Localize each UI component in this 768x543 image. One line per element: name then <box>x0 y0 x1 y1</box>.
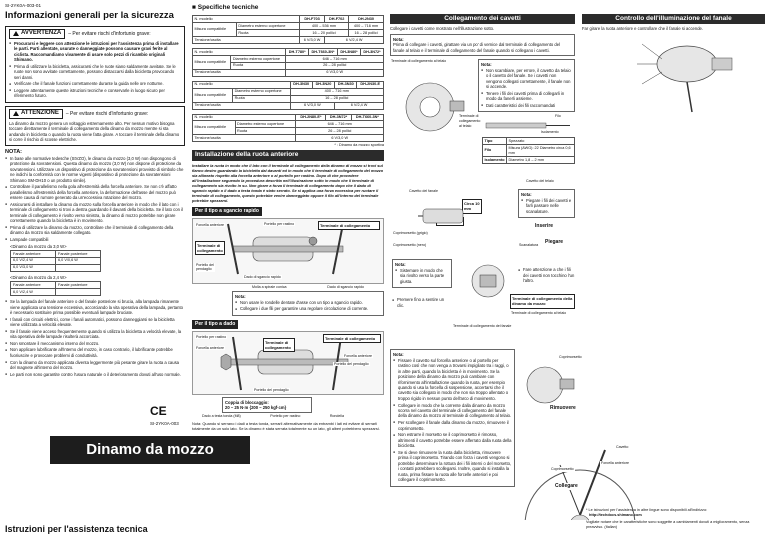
label-portello-rastino-2: Portello per rastino <box>270 414 301 419</box>
wire-filo-value: Misura (AWG): 22 Diametro circa 0,6 mm <box>507 145 575 157</box>
spec-row-label: Tensione/uscita <box>193 102 291 109</box>
remove-illustration <box>520 355 580 415</box>
table-cell: 6,0 V/2,4 W <box>11 257 56 264</box>
spec-label: Misura compatibile <box>193 56 231 70</box>
cables-final-note <box>390 349 515 486</box>
cables-figure-2 <box>390 179 575 349</box>
document-id: SI-2YK0A-003-01 <box>5 3 42 8</box>
spec-row-label: Tensione/uscita <box>193 69 286 76</box>
spec-label: Misura compatibile <box>193 23 237 37</box>
note-item: ● Non scambiare, per errore, il cavetto da telaio o il cavetto del fanale. Se i cavetti non vengono collegati correttamente, il fanale non si accende. <box>481 68 572 90</box>
specs-title: ■ Specifiche tecniche <box>192 4 259 11</box>
warning-item: ● Prima di utilizzare la bicicletta, assicurarsi che le ruote siano saldamente avvitate. Se le ruote non sono avvitate correttamente, possono distaccarsi dalla bicicletta provocando seri danni. <box>9 64 181 80</box>
premere-note: ● Premere fino a sentire un clic. <box>392 297 447 308</box>
note-title: Nota: <box>521 192 532 198</box>
label-terminale-4: Terminale di collegamento <box>323 334 381 343</box>
spec-value: 6 V/3,0 W <box>296 135 384 142</box>
wire-isolamento-label: Isolamento <box>484 157 505 162</box>
caution-box <box>5 106 185 146</box>
nota-item: ● Con la dinamo da mozzo applicata diventa leggermente più pesante girare la ruota a causa del magnete all'interno del mozzo. <box>5 360 185 371</box>
spec-model: DH-F702 <box>325 16 349 23</box>
lamps-24w-table <box>10 281 101 296</box>
light-title: Controllo dell'illuminazione del fanale <box>582 14 765 24</box>
footer-title: Istruzioni per l'assistenza tecnica <box>5 524 148 534</box>
note-title: Nota: <box>393 36 404 42</box>
clamp-illustration <box>418 199 478 239</box>
hub-terminal-illustration <box>395 77 465 137</box>
label-portello-rastino: Portello per rastino <box>196 334 227 339</box>
label-dado-sgancio-2: Dado di sgancio rapido <box>327 284 364 289</box>
label-rondella: Rondella <box>329 414 344 419</box>
note-item: ● Fissare il cavetto sul forcella anteriore o al portello per rastino così che non venga a trovarsi impigliato tra i raggi, o in altre parti, quando la bicicletta è in movimento. Se la posizione della dinamo da mozzo può cambiare con rifornimento all'installazione quando la ruota, per esempio quando si usa la forcella di sospensione, accertarsi che il cavetto sia collegato in modo che non sia troppo allentato o troppo rigido in nessun punto dell'arco di movimento. <box>393 358 512 402</box>
light-text: Far girare la ruota anteriore e controllare che il fanale si accende. <box>582 26 704 32</box>
spec-model: DH-3N20 <box>312 81 334 88</box>
nota-item: ● Lampade compatibili <box>5 237 185 242</box>
nota-item: ● Non applicare lubrificante all'interno del mozzo, in caso contrario, il lubrificante potrebbe fuoriuscire e provocare problemi di conduttività. <box>5 347 185 358</box>
nota-item: ● Le parti non sono garantite contro l'usura naturale o il deterioramento dovuti all'uso normale. <box>5 372 185 377</box>
nota-item: ● Se il fanale viene acceso frequentemente quando si utilizza la bicicletta a velocità elevate, la vita operativa delle lampade risulterà accorciata. <box>5 329 185 340</box>
table-cell <box>56 289 101 296</box>
note-item: ● Per scollegare il fanale dalla dinamo da mozzo, rimuovere il coprimorsetto. <box>393 420 512 431</box>
footer-note <box>586 508 766 530</box>
spec-value: 400 – 536 mm <box>299 23 348 30</box>
nota-item: ● In base alle normative tedesche (StVZO), le dinamo da mozzo (3,0 W) non dispongono di protezione da sovratensioni. Questa dinamo da mozzo (3,0 W) non dispone di protezione da sovratensioni. Utilizzare un dispositivo di protezione da sovratensioni provvisto di simbolo che ne indichi la conformità con le norme vigenti (dispositivo di protezione da sovratensioni Shimano SM-DH10 o un prodotto simile). <box>5 156 185 183</box>
label-scanalatura: Scanalatura <box>519 243 539 248</box>
note-item: ● Non estrarre il morsetto se il coprimorsetto è rimosso, altrimenti il cavetto potrebbe essere afferrato dalla ruota della bicicletta. <box>393 432 512 448</box>
spec-table-3 <box>192 81 384 110</box>
label-isolamento: Isolamento <box>541 130 559 135</box>
label-cavetto-telaio: Cavetto del telaio <box>526 179 554 184</box>
wire-filo-label: Filo <box>483 145 507 157</box>
warning-item: ● Verificare che il fanale funzioni correttamente durante la guida nelle ore notturne. <box>9 81 181 86</box>
label-term-fanale: Terminale di collegamento del fanale <box>453 324 512 329</box>
spec-row-label: Diametro esterno copertone <box>233 88 290 95</box>
spec-row-label: Ruota <box>231 62 286 69</box>
spec-table-2 <box>192 48 384 77</box>
label-cavetto: Cavetto <box>616 445 629 449</box>
quick-release-figure <box>192 218 384 284</box>
label-rimuovere: Rimuovere <box>550 405 576 411</box>
cables-intro: Collegare i cavetti come mostrato nell'illustrazione sotto. <box>390 26 495 32</box>
note-item: ● Collegare in modo che la corrente dalla dinamo da mozzo scorra nel cavetto del terminale di collegamento del fanale della dinamo da mozzo al terminale di collegamento al telaio. <box>393 403 512 419</box>
note-title: Nota: <box>393 352 404 358</box>
table-cell: 6,0 V/0,6 W <box>56 257 101 264</box>
nut-note: Nota: Quando si serrano i dadi a testa tonda, serrarli alternativamente da entrambi i lati ed evitare di serrarli totalmente da un solo lato. Se la dinamo è stata serrata totalmente su un lato, gli alberi potrebbero spezzarsi. <box>192 421 380 432</box>
spec-row-label: Diametro esterno copertone <box>236 23 299 30</box>
note-item: ● Non usare le rondelle dentate d'asse con un tipo a sgancio rapido. <box>235 300 381 305</box>
label-portello-pendaglio-2: Portello del pendaglio <box>334 361 369 366</box>
spec-label: N. modello <box>193 114 296 121</box>
spec-value: 400 – 716 mm <box>349 23 384 30</box>
table-cell: 6,0 V/3,0 W <box>11 264 56 271</box>
label-terminale: Terminale di collegamento <box>195 241 225 255</box>
spec-label: N. modello <box>193 81 291 88</box>
spec-value: 6 V/3,0 W <box>299 37 324 44</box>
spec-value: 646 – 716 mm <box>296 121 384 128</box>
warning-item: ● Leggere attentamente queste istruzioni tecniche e conservarle in luogo sicuro per riferimento futuro. <box>9 88 181 99</box>
label-term-telaio-3: Terminale di collegamento al telaio <box>511 311 567 316</box>
nota-item: ● Controllare il parallelismo nella gola all'estremità della forcella anteriore. Se non c'è affatto parallelismo all'estremità della forcella anteriore, la deformazione dell'asse del mozzo può essere causa di rumore generato da un'eccessiva rotazione del mozzo. <box>5 184 185 200</box>
label-molla: Molla a spirale conica <box>252 284 287 289</box>
footer-disclaimer: Vogliate notare che le caratteristiche sono soggette a cambiamenti dovuti a miglioramento, senza preavviso. (Italian) <box>586 519 750 529</box>
spec-value: 400 – 716 mm <box>290 88 383 95</box>
nota-title: NOTA: <box>5 148 23 155</box>
install-title: Installazione della ruota anteriore <box>192 150 384 160</box>
caution-triangle-icon <box>13 111 19 116</box>
nut-type-figure <box>192 331 384 395</box>
spec-model: DH-2N30 <box>349 16 384 23</box>
label-term-dinamo: Terminale di collegamento della dinamo da mozzo <box>510 294 575 308</box>
spec-model: DH-2N80-E* <box>296 114 326 121</box>
fare-attenzione-note: ● Fare attenzione a che i fili dei cavetti non tocchino l'un l'altro. <box>518 267 575 283</box>
quick-release-title: Per il tipo a sgancio rapido <box>192 207 262 216</box>
spec-model: DH-3N80* <box>338 49 361 56</box>
page-title: Informazioni generali per la sicurezza <box>5 10 174 21</box>
lamps-30w-table <box>10 250 101 272</box>
wire-type-value: Spezzato <box>507 138 575 145</box>
nota-item: ● Prima di utilizzare la dinamo da mozzo, controllare che il terminale di collegamento della dinamo da mozzo sia saldamente collegato. <box>5 225 185 236</box>
table-header: Fanale anteriore <box>11 251 56 258</box>
lamps-30w-caption: <Dinamo da mozzo da 3,0 W> <box>10 243 67 249</box>
spec-row-label: Diametro esterno copertone <box>235 121 296 128</box>
spec-value: 6 V/2,4 W <box>325 37 384 44</box>
note-item: ● Sistemare in modo che sia rivolto verso la parte giusta. <box>395 268 449 284</box>
caution-text: La dinamo da mozzo genera un voltaggio estremamente alto. Per nessun motivo bisogna toccare direttamente il terminale di collegamento della dinamo da mozzo mentre si sta andando in bicicletta o quando la ruota viene fatta girare. A toccare il terminale della dinamo si corre il rischio di scosse elettriche. <box>9 120 180 143</box>
label-portello: Portello per rastino <box>264 221 295 226</box>
caution-label: ATTENZIONE <box>9 109 63 119</box>
torque-box <box>222 397 312 414</box>
nut-callouts <box>192 413 384 419</box>
spec-table-1 <box>192 15 384 44</box>
table-cell <box>56 264 101 271</box>
spec-row-label: Ruota <box>235 128 296 135</box>
spec-model: DH-2N30-E <box>357 81 384 88</box>
connector-illustration <box>458 261 518 301</box>
spec-row-label: Ruota <box>236 30 299 37</box>
nota-item: ● Non smontare il meccanismo interno del mozzo. <box>5 341 185 346</box>
spec-value: 16 – 28 pollici <box>349 30 384 37</box>
spec-row-label: Ruota <box>233 95 290 102</box>
ce-mark: CE <box>150 404 167 418</box>
spec-value: 6 V/3,0 W <box>290 102 335 109</box>
quick-release-callouts <box>192 284 384 292</box>
label-dado-testa: Dado a testa tonda (M8) <box>202 414 241 419</box>
spec-row-label: Tensione/uscita <box>193 37 300 44</box>
torque-title: Coppia di bloccaggio: <box>225 399 269 405</box>
spec-model: DH-T660-3N* <box>308 49 337 56</box>
spec-value: 26 – 28 pollici <box>296 128 384 135</box>
label-inserire: Inserire <box>535 223 554 230</box>
label-portello-pendaglio-3: Portello del pendaglio <box>254 387 289 392</box>
spec-value: 26 – 28 pollici <box>286 62 384 69</box>
nota-item: ● Se la lampada del fanale anteriore o del fanale posteriore si brucia, alla lampada rimanente viene applicata una tensione eccessiva, accorciando la vita operativa della lampada, pertanto è necessario sostituire prima possibile eventuali lampade bruciate. <box>5 299 185 315</box>
note-item: ● Dati caratteristici dei fili raccomandati <box>481 103 572 108</box>
label-coprimorsetto-grigio: Coprimorsetto (grigio) <box>393 231 428 236</box>
label-collegare: Collegare <box>555 483 578 489</box>
spec-model: DH-3N30 <box>335 81 357 88</box>
wire-spec-table <box>482 137 575 164</box>
label-forcella-2: Forcella anteriore <box>196 345 224 350</box>
specs-column <box>192 4 384 543</box>
spec-footnote: * : Dinamo da mozzo sportiva <box>334 143 384 148</box>
spec-label: Misura compatibile <box>193 121 236 135</box>
note-title: Nota: <box>235 294 246 300</box>
table-header: Fanale posteriore <box>56 251 101 258</box>
quick-release-note <box>232 291 384 316</box>
lamps-30w <box>5 244 185 297</box>
spec-label: N. modello <box>193 49 286 56</box>
light-check-column <box>582 14 765 543</box>
label-term-telaio: Terminale di collegamento al telaio <box>391 59 447 64</box>
label-piegare: Piegare <box>545 239 564 246</box>
note-item: ● Se si deve rimuovere la ruota dalla bicicletta, rimuovere prima il coprimorsetto. Tirando con forza i cavetti vengono si potrebbe determinare la rottura dei i fili interni o del morsetto, i contatti potrebbero scollegarsi. Inoltre, quando si installa la ruota, prima fissare la ruota alle forcelle anteriori e poi collegare il coprimorsetto. <box>393 450 512 483</box>
label-circa10: Circa 10 mm <box>462 199 482 213</box>
nota-item: ● I fanali con circuiti elettrici, come i fanali automatici, possono danneggiarsi se la bicicletta viene utilizzata a velocità elevate. <box>5 317 185 328</box>
wire-isolamento-value: Diametro 1,8 – 2 mm <box>507 157 575 164</box>
install-intro: Installare la ruota in modo che il lato con il terminale di collegamento della dinamo di mozzo si trovi sul fianco destro guardando la bicicletta dal davanti ed in modo che il terminale di collegamento del mozzo sia allineato rispetto alla forcella anteriore o al portello per rastino. Dopo di che procedere all'installazione seguendo la procedura descritta nell'illustrazione sotto in modo che il terminale di collegamento sia rivolto in su. Non girare a forza il terminale di collegamento dopo che il dado di sgancio rapido o il dado a testa tonda è stato serrato. Se si applica una forza eccessiva per ruotare il terminale di collegamento, questo potrebbe venire danneggiato oppure il filo all'interno del terminale potrebbe spezzarsi. <box>192 162 384 204</box>
label-terminale-2: Terminale di collegamento <box>318 221 380 230</box>
spec-value: 646 – 716 mm <box>286 56 384 63</box>
lamps-24w-caption: <Dinamo da mozzo da 2,4 W> <box>10 274 67 280</box>
note-item: ● Collegare i due fili per garantire una regolare circolazione di corrente. <box>235 306 381 311</box>
wire-type-label: Tipo <box>483 138 507 145</box>
safety-column <box>5 26 185 543</box>
label-filo: Filo <box>555 114 561 119</box>
spec-table-4 <box>192 114 384 143</box>
product-title: Dinamo da mozzo <box>50 436 250 464</box>
spec-label: N. modello <box>193 16 300 23</box>
cables-bend-note <box>518 189 575 218</box>
nut-type-title: Per il tipo a dado <box>192 320 238 329</box>
note-title: Nota: <box>395 262 406 268</box>
cables-figure-1 <box>390 59 575 179</box>
warning-triangle-icon <box>13 31 19 36</box>
label-forcella: Forcella anteriore <box>196 222 224 227</box>
table-header: Fanale anteriore <box>11 282 56 289</box>
label-dado-sgancio: Dado di sgancio rapido <box>244 274 281 279</box>
note-item: ● Piegare i fili dei cavetti e farli passare nelle scanalature. <box>521 198 572 214</box>
footer-url[interactable]: http://techdocs.shimano.com <box>589 512 642 517</box>
spec-model: DH-3N72* <box>326 114 351 121</box>
spec-model: DH-F703 <box>299 16 324 23</box>
nota-item: ● Assicurarsi di installare la dinamo da mozzo sulla forcella anteriore in modo che il lato con i terminale di collegamento si trovi a destra guardando il davanti della bicicletta. Se il lato con il terminale di collegamento è rivolto verso sinistra, la dinamo di mozzo potrebbe non girare correttamente quando la bicicletta è in movimento. <box>5 202 185 224</box>
caution-subtitle: – Per evitare rischi d'infortunio grave: <box>65 110 149 117</box>
cables-fig-note <box>478 59 575 112</box>
headlight-illustration <box>622 34 752 114</box>
spec-value: 16 – 28 pollici <box>290 95 383 102</box>
table-cell: 6,0 V/2,4 W <box>11 289 56 296</box>
label-portello-pendaglio: Portello del pendaglio <box>196 262 214 272</box>
spec-row-label: Diametro esterno copertone <box>231 56 286 63</box>
label-cavetto-fanale: Cavetto del fanale <box>409 189 438 194</box>
cables-note <box>390 34 575 56</box>
warning-item: ● Procurarsi e leggere con attenzione le istruzioni per l'assistenza prima di installare le parti. Parti allentate, usurate o danneggiate possono causare gravi ferite al ciclista. Raccomandiamo vivamente di usare solo pezzi di ricambio originali Shimano. <box>9 41 181 63</box>
spec-model: DH-3N30 <box>290 81 312 88</box>
note-item: ● Tenere i fili dei cavetti prima di collegarli in modo da fanerli assieme. <box>481 91 572 102</box>
spec-model: DH-T780* <box>286 49 309 56</box>
warning-label: AVVERTENZA <box>9 29 65 39</box>
wire-illustration <box>482 117 574 133</box>
footer-star-note: * Le istruzioni per l'assistenza in altre lingue sono disponibili all'indirizzo: <box>586 508 708 512</box>
spec-value: 6 V/3,0 W <box>286 69 384 76</box>
label-coprimorsetto: Coprimorsetto <box>559 355 582 359</box>
doc-ref: SI-2YK0A-003 <box>150 421 179 426</box>
cables-title: Collegamento dei cavetti <box>390 14 575 24</box>
warning-box <box>5 26 185 103</box>
label-coprimorsetto-nero: Coprimorsetto (nero) <box>393 243 427 248</box>
label-terminale-3: Terminale di collegamento <box>263 338 295 352</box>
spec-value: 16 – 20 pollici <box>299 30 348 37</box>
cables-orient-note <box>392 259 452 288</box>
spec-value: 6 V/2,4 W <box>335 102 384 109</box>
note-text: Prima di collegare i cavetti, girattare via un po' di vernice dal terminale di collegamento del fanale al telaio e il terminale di collegamento del fanale quando si collegano i cavetti. <box>393 42 560 53</box>
warning-subtitle: – Per evitare rischi d'infortunio grave: <box>68 30 151 37</box>
spec-model: DH-T660-3N* <box>351 114 383 121</box>
spec-row-label: Tensione/uscita <box>193 135 296 142</box>
spec-label: Misura compatibile <box>193 88 233 102</box>
torque-value: 20 – 25 N·m {200 – 250 kgf·cm} <box>225 405 287 411</box>
note-title: Nota: <box>481 62 492 68</box>
table-header: Fanale posteriore <box>56 282 101 289</box>
label-forcella-anteriore: Forcella anteriore <box>601 461 629 465</box>
label-coprimorsetto-2: Coprimorsetto <box>551 467 574 471</box>
label-forcella-3: Forcella anteriore <box>344 353 372 358</box>
spec-model: DH-3N72* <box>361 49 384 56</box>
label-term-telaio-2: Terminale di collegamento al telaio <box>459 114 481 128</box>
